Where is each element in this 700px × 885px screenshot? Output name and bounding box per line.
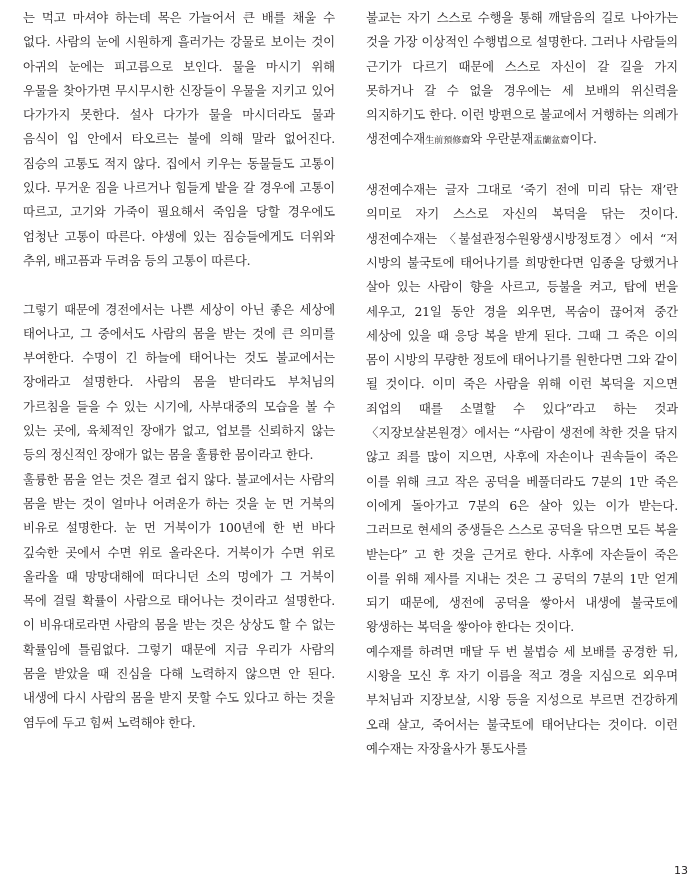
left-paragraph-1: 는 먹고 마셔야 하는데 목은 가늘어서 큰 배를 채울 수 없다. 사람의 눈에 시원하게 흘러가는 강물로 보이는 것이 아귀의 눈에는 피고름으로 보인다. 물을 마시기 위해 우물을 찾아가면 무시무시한 신장들이 우물을 지키고 있어 다가가지 못한다. 설사 다가가 물을 마시더라도 물과 음식이 입 안에서 타오르는 불에 의해 말라 없어진다. 짐승의 고통도 적지 않다. 집에서 키우는 동물들도 고통이 있다. 무거운 짐을 나르거나 힘들게 밭을 갈 경우에 고통이 따르고, 고기와 가죽이 필요해서 죽임을 당할 경우에도 엄청난 고통이 따른다. 야생에 있는 짐승들에게도 더위와 추위, 배고픔과 두려움 등의 고통이 따른다. [23, 10, 335, 268]
paragraph-gap [366, 154, 678, 178]
right-paragraph-1-end: 이다. [569, 131, 597, 147]
right-paragraph-1 [366, 6, 678, 154]
left-column [23, 6, 335, 735]
page-number: 13 [674, 864, 688, 877]
hanja-saengjeon-yesujae: 生前預修齋 [425, 135, 471, 147]
left-paragraph-3: 훌륭한 몸을 얻는 것은 결코 쉽지 않다. 불교에서는 사람의 몸을 받는 것이 얼마나 어려운가 하는 것을 눈 먼 거북의 비유로 설명한다. 눈 먼 거북이가 100년에 한 번 바다 깊숙한 곳에서 수면 위로 올라온다. 거북이가 수면 위로 올라올 때 망망대해에 떠다니던 소의 멍에가 그 거북이 목에 걸릴 확률이 사람으로 태어나는 것이라고 설명한다. 이 비유대로라면 사람의 몸을 받는 것은 상상도 할 수 없는 확률임에 틀림없다. 그렇기 때문에 지금 우리가 사람의 몸을 받았을 때 진심을 다해 노력하지 않으면 안 된다. 내생에 다시 사람의 몸을 받지 못할 수도 있다고 하는 것을 염두에 두고 힘써 노력해야 한다. [23, 471, 335, 730]
hanja-uranbunjae: 盂蘭盆齋 [533, 135, 570, 147]
paragraph-gap [23, 273, 335, 297]
right-column [366, 6, 678, 761]
left-paragraph-2: 그렇기 때문에 경전에서는 나쁜 세상이 아닌 좋은 세상에 태어나고, 그 중에서도 사람의 몸을 받는 것에 큰 의미를 부여한다. 수명이 긴 하늘에 태어나는 것도 불교에서는 장애라고 설명한다. 사람의 몸을 받더라도 부처님의 가르침을 들을 수 있는 시기에, 사부대중의 모습을 볼 수 있는 곳에, 육체적인 장애가 없고, 업보를 신뢰하지 않는 등의 정신적인 장애가 없는 몸을 훌륭한 몸이라고 한다. [23, 301, 335, 463]
right-paragraph-3: 예수재를 하려면 매달 두 번 불법승 세 보배를 공경한 뒤, 시왕을 모신 후 자기 이름을 적고 경을 지심으로 외우며 부처님과 지장보살, 시왕 등을 지성으로 부르면 건강하게 오래 살고, 죽어서는 불국토에 태어난다는 것이다. 이런 예수재는 자장율사가 통도사를 [366, 643, 678, 756]
right-paragraph-1-main: 불교는 자기 스스로 수행을 통해 깨달음의 길로 나아가는 것을 가장 이상적인 수행법으로 설명한다. 그러나 사람들의 근기가 다르기 때문에 스스로 자신이 갈 길을 가지 못하거나 갈 수 없을 경우에는 세 보배의 위신력을 의지하기도 한다. 이런 방편으로 불교에서 거행하는 의례가 생전예수재 [366, 10, 678, 147]
right-paragraph-1-mid: 와 우란분재 [470, 131, 534, 147]
right-paragraph-2: 생전예수재는 글자 그대로 ‘죽기 전에 미리 닦는 재’란 의미로 자기 스스로 자신의 복덕을 닦는 것이다. 생전예수재는 〈불설관정수원왕생시방정토경〉에서 “저 시방의 불국토에 태어나기를 희망한다면 임종을 당했거나 살아 있는 사람이 향을 사르고, 등불을 켜고, 탑에 번을 세우고, 21일 동안 경을 외우면, 목숨이 끊어져 중간 세상에 있을 때 응당 복을 받게 된다. 그때 그 죽은 이의 몸이 시방의 무량한 정토에 태어나기를 원한다면 그와 같이 될 것이다. 이미 죽은 사람을 위해 이런 복덕을 지으면 죄업의 때를 소멸할 수 있다”라고 하는 것과 〈지장보살본원경〉에서는 “사람이 생전에 착한 것을 닦지 않고 죄를 많이 지으면, 사후에 자손이나 권속들이 죽은 이를 위해 크고 작은 공덕을 베풀더라도 7분의 1만 죽은 이에게 돌아가고 7분의 6은 살아 있는 이가 받는다. 그러므로 현세의 중생들은 스스로 공덕을 닦으면 모든 복을 받는다” 고 한 것을 근거로 한다. 사후에 자손들이 죽은 이를 위해 제사를 지내는 것은 그 공덕의 7분의 1만 얻게 되기 때문에, 생전에 공덕을 쌓아서 내생에 불국토에 왕생하는 복덕을 쌓아야 한다는 것이다. [366, 182, 678, 635]
